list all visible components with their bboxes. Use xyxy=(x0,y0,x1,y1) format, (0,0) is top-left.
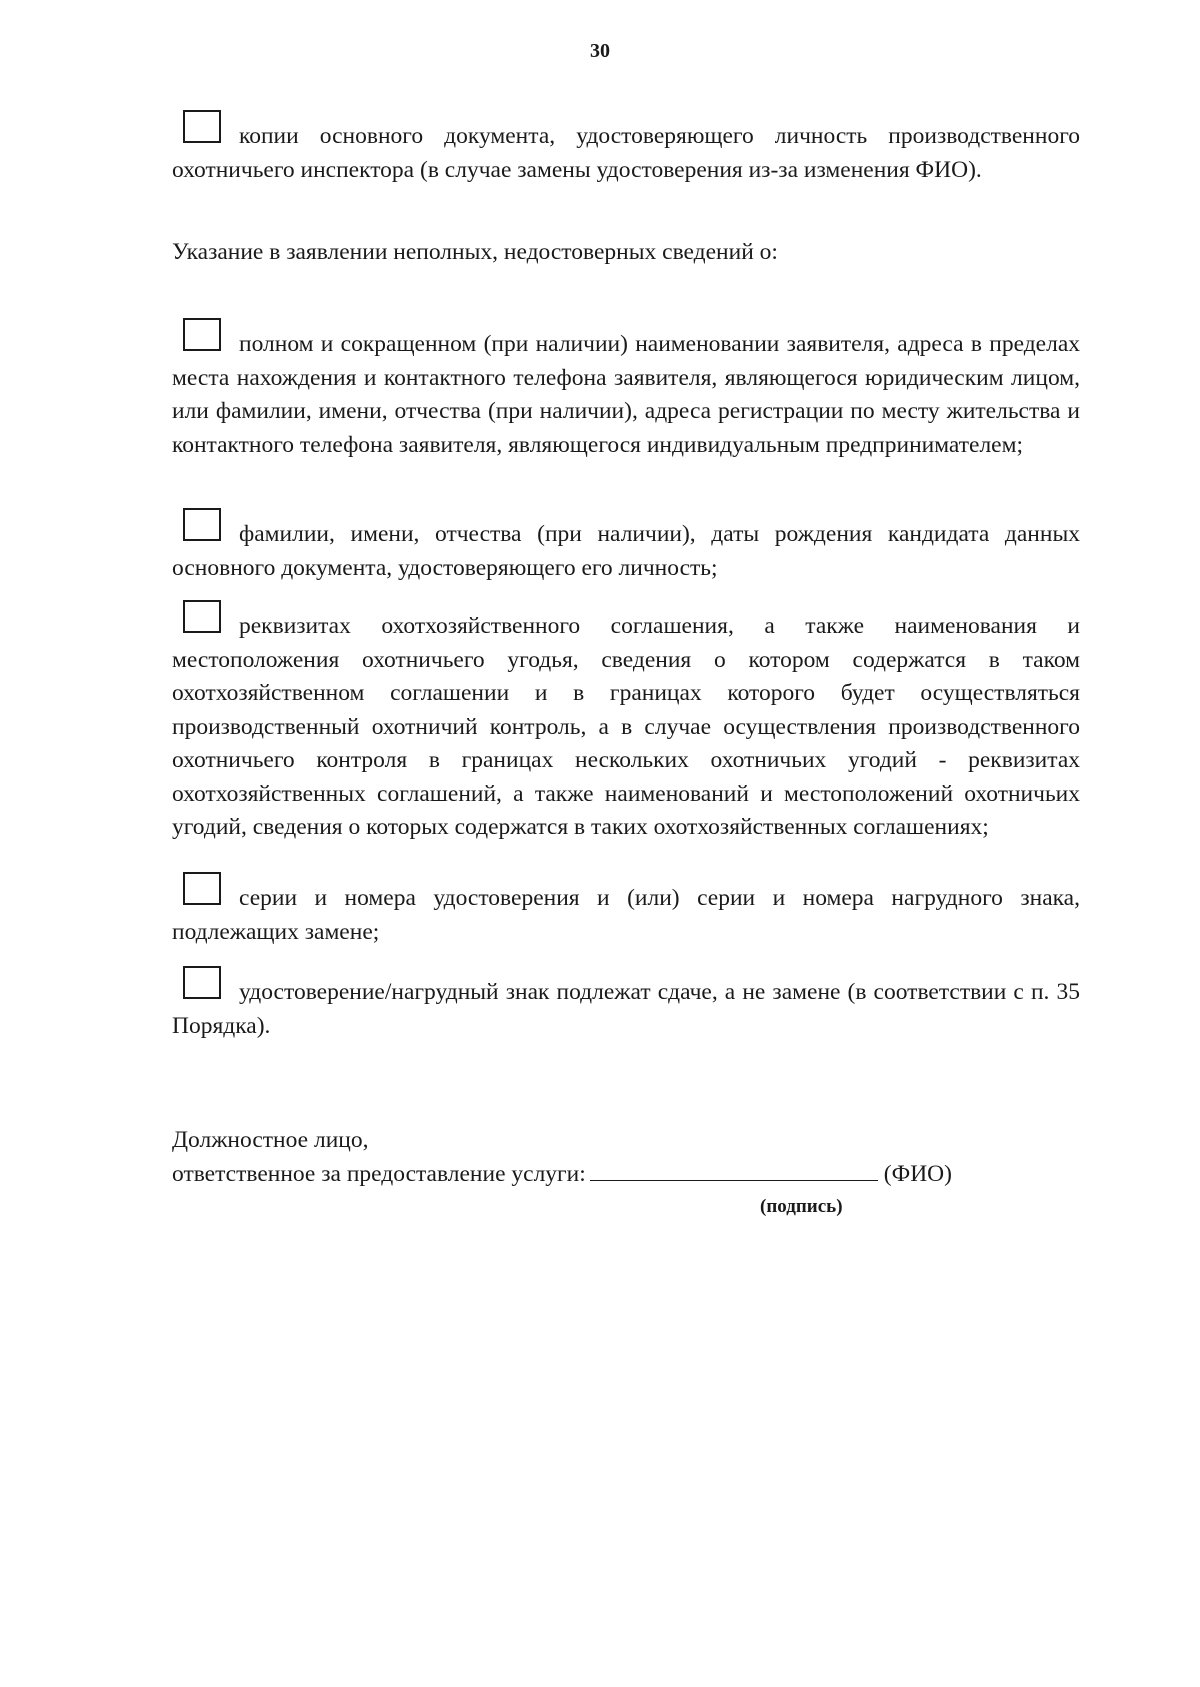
item-surrender xyxy=(172,976,1080,1043)
item-applicant-name-text: полном и сокращенном (при наличии) наименовании заявителя, адреса в пределах места нахождения и контактного телефона заявителя, являющегося юридическим лицом, или фамилии, имени, отчества (при наличии), адреса регистрации по месту жительства и контактного телефона заявителя, являющегося индивидуальным предпринимателем; xyxy=(172,331,1080,458)
checkbox-candidate[interactable] xyxy=(183,508,221,541)
checkbox-applicant-name[interactable] xyxy=(183,318,221,351)
item-series-number-text: серии и номера удостоверения и (или) серии и номера нагрудного знака, подлежащих замене; xyxy=(172,885,1080,945)
checkbox-agreement[interactable] xyxy=(183,600,221,633)
item-document-copy xyxy=(172,120,1080,187)
signature-caption: (подпись) xyxy=(760,1196,843,1217)
fio-label: (ФИО) xyxy=(883,1161,952,1187)
item-agreement xyxy=(172,610,1080,845)
item-applicant-name xyxy=(172,328,1080,462)
item-document-copy-text: копии основного документа, удостоверяющего личность производственного охотничьего инспектора (в случае замены удостоверения из-за изменения ФИО). xyxy=(172,123,1080,183)
checkbox-surrender[interactable] xyxy=(183,966,221,999)
section-intro: Указание в заявлении неполных, недостоверных сведений о: xyxy=(172,239,778,265)
checkbox-series-number[interactable] xyxy=(183,872,221,905)
item-surrender-text: удостоверение/нагрудный знак подлежат сдаче, а не замене (в соответствии с п. 35 Порядка). xyxy=(172,979,1080,1039)
item-agreement-text: реквизитах охотхозяйственного соглашения, а также наименования и местоположения охотничьего угодья, сведения о котором содержатся в таком охотхозяйственном соглашении и в границах которого будет осуществляться производственный охотничий контроль, а в случае осуществления производственного охотничьего контроля в границах нескольких охотничьих угодий - реквизитах охотхозяйственных соглашений, а также наименований и местоположений охотничьих угодий, сведения о которых содержатся в таких охотхозяйственных соглашениях; xyxy=(172,613,1080,840)
page-number: 30 xyxy=(590,40,610,62)
item-candidate-text: фамилии, имени, отчества (при наличии), даты рождения кандидата данных основного документа, удостоверяющего его личность; xyxy=(172,521,1080,581)
signature-label: ответственное за предоставление услуги: xyxy=(172,1161,586,1187)
official-title: Должностное лицо, xyxy=(172,1127,369,1153)
signature-row xyxy=(172,1158,952,1192)
item-series-number xyxy=(172,882,1080,949)
checkbox-document-copy[interactable] xyxy=(183,110,221,143)
item-candidate xyxy=(172,518,1080,585)
signature-line[interactable] xyxy=(590,1158,878,1181)
